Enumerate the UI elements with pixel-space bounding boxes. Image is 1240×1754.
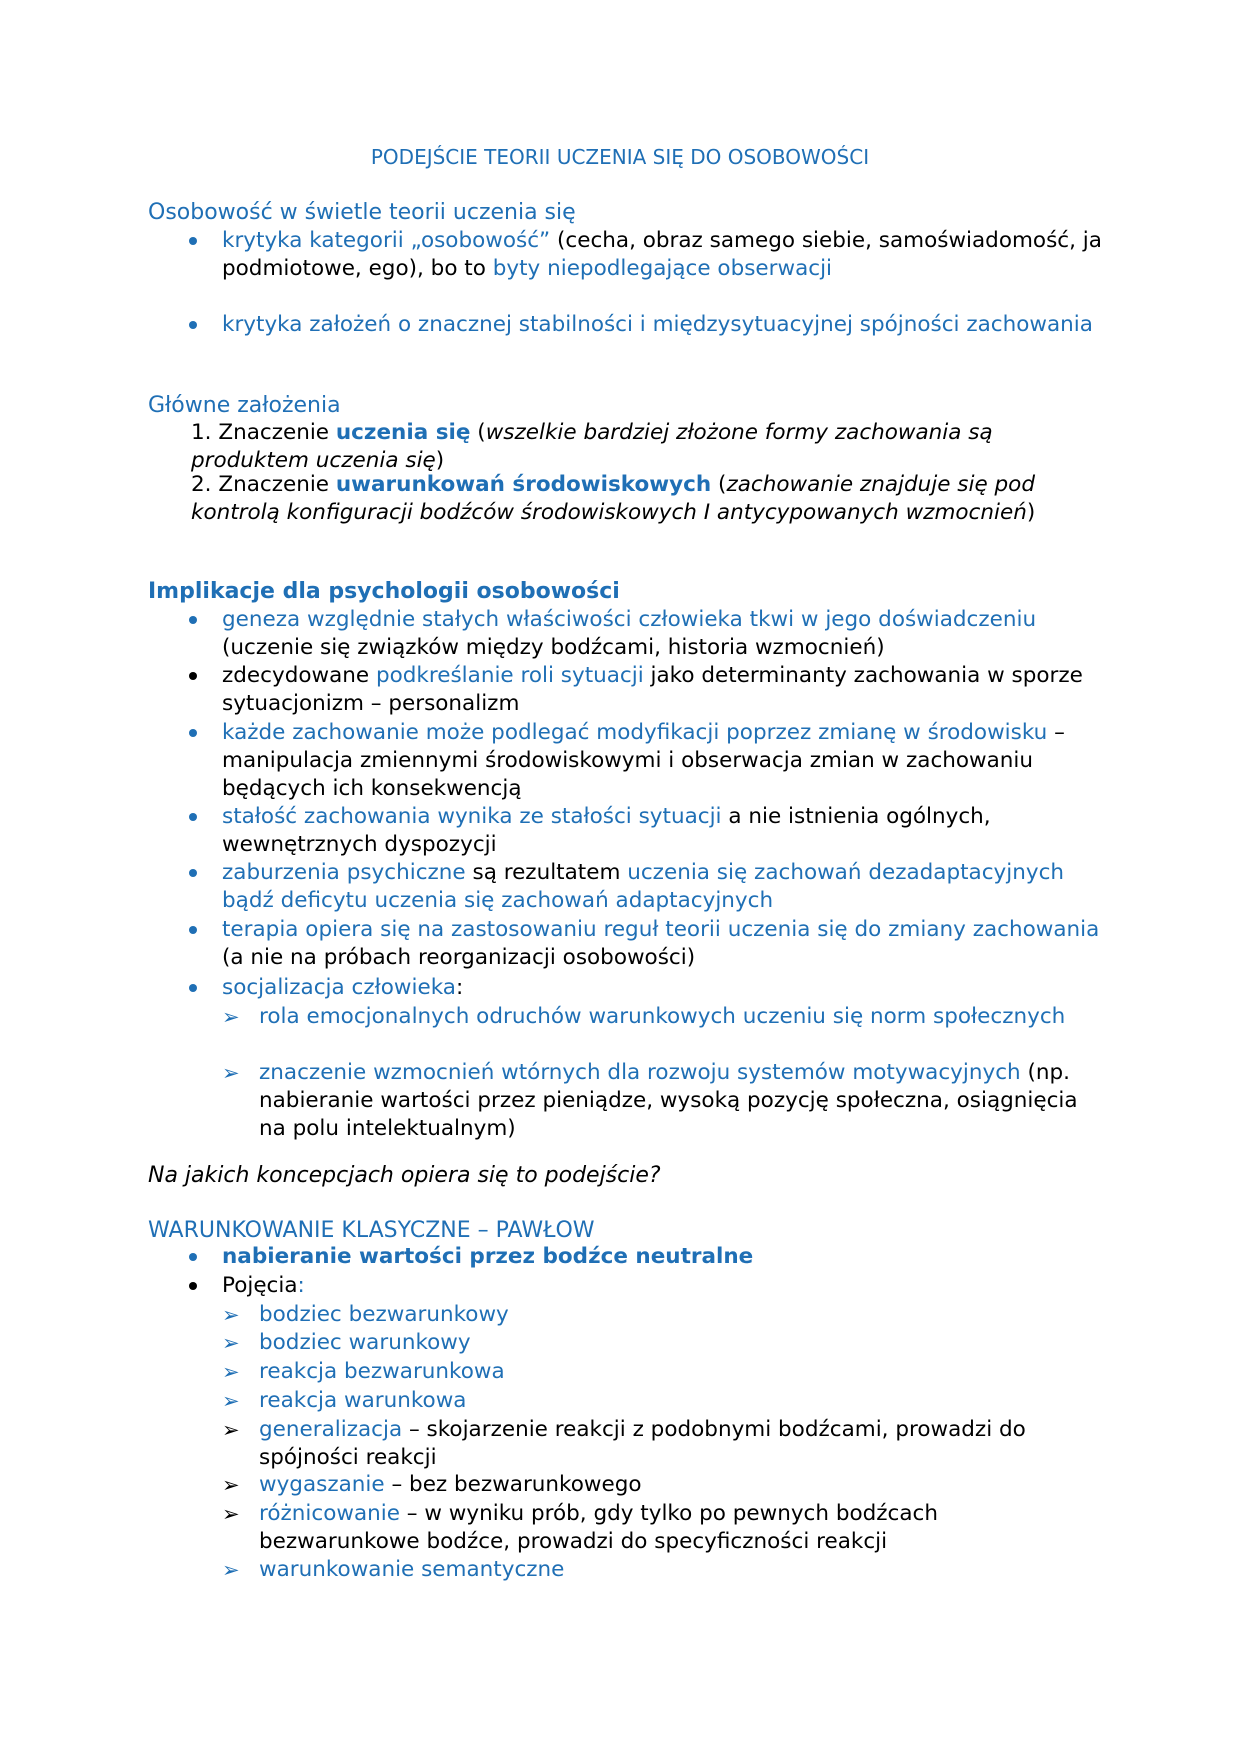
- bullet-stability: [222, 803, 1102, 859]
- concept-text: – w wyniku prób, gdy tylko po pewnych bodźcach bezwarunkowe bodźce, prowadzi do specyficzności reakcji: [259, 1501, 939, 1554]
- bullet-text-blue: terapia opiera się na zastosowaniu reguł teorii uczenia się do zmiany zachowania: [222, 917, 1100, 942]
- heading-classical-conditioning: WARUNKOWANIE KLASYCZNE – PAWŁOW: [148, 1218, 595, 1243]
- bullet-text-blue: podkreślanie roli sytuacji: [375, 663, 644, 688]
- bullet-genesis: [222, 606, 1102, 662]
- bullet-text: Pojęcia: [222, 1273, 298, 1298]
- arrow-bullet-icon: ➢: [222, 1360, 240, 1384]
- bullet-text: zdecydowane: [222, 663, 376, 688]
- numbered-text: 1. Znaczenie: [191, 420, 336, 445]
- numbered-bold: uwarunkowań środowiskowych: [335, 472, 712, 497]
- concept-unconditioned-stimulus: [222, 1301, 1099, 1329]
- bullet-text-bold: nabieranie wartości przez bodźce neutralne: [222, 1244, 754, 1269]
- concept-generalization: [222, 1416, 1099, 1472]
- concept-text: bodziec bezwarunkowy: [259, 1302, 509, 1327]
- bullet-critique-stability: [222, 311, 1102, 339]
- concept-text: reakcja bezwarunkowa: [259, 1359, 505, 1384]
- numbered-text: (: [470, 420, 486, 445]
- concept-text: warunkowanie semantyczne: [259, 1557, 565, 1582]
- arrow-bullet-icon: ➢: [222, 1061, 240, 1085]
- bullet-disorders: [222, 859, 1102, 915]
- heading-personality-learning: Osobowość w świetle teorii uczenia się: [148, 200, 576, 225]
- numbered-italic: wszelkie bardziej złożone formy zachowania są produktem uczenia się: [191, 420, 993, 473]
- bullet-text-blue: geneza względnie stałych właściwości człowieka tkwi w jego doświadczeniu: [222, 607, 1037, 632]
- concept-conditioned-response: [222, 1387, 1099, 1415]
- bullet-text: – manipulacja zmiennymi środowiskowymi i obserwacja zmian w zachowaniu będących ich konsekwencją: [222, 720, 1065, 801]
- bullet-text: (uczenie się związków między bodźcami, historia wzmocnień): [222, 635, 885, 660]
- arrow-bullet-icon: ➢: [222, 1418, 240, 1442]
- concept-conditioned-stimulus: [222, 1329, 1099, 1357]
- concept-text: – skojarzenie reakcji z podobnymi bodźcami, prowadzi do spójności reakcji: [259, 1417, 1026, 1470]
- heading-implications: Implikacje dla psychologii osobowości: [148, 579, 620, 604]
- arrow-bullet-icon: ➢: [222, 1389, 240, 1413]
- bullet-modification: [222, 719, 1102, 803]
- bullet-text: a nie istnienia ogólnych, wewnętrznych dyspozycji: [222, 804, 991, 857]
- sub-bullet-emotional-reflexes: [222, 1003, 1099, 1031]
- numbered-item-2: [191, 471, 1071, 527]
- bullet-text: są rezultatem: [465, 860, 628, 885]
- concept-text-blue: generalizacja: [259, 1417, 403, 1442]
- numbered-text: ): [1026, 500, 1036, 525]
- numbered-text: 2. Znaczenie: [191, 472, 336, 497]
- arrow-bullet-icon: ➢: [222, 1331, 240, 1355]
- bullet-text: (cecha, obraz samego siebie, samoświadomość, ja podmiotowe, ego), bo to: [222, 228, 1102, 281]
- bullet-text-blue: stałość zachowania wynika ze stałości sytuacji: [222, 804, 722, 829]
- sub-bullet-text-blue: znaczenie wzmocnień wtórnych dla rozwoju systemów motywacyjnych: [259, 1060, 1021, 1085]
- bullet-text-blue: uczenia się zachowań dezadaptacyjnych bądź deficytu uczenia się zachowań adaptacyjnych: [222, 860, 1065, 913]
- concept-text: reakcja warunkowa: [259, 1388, 467, 1413]
- numbered-text: (: [711, 472, 727, 497]
- arrow-bullet-icon: ➢: [222, 1005, 240, 1029]
- concept-unconditioned-response: [222, 1358, 1099, 1386]
- concept-discrimination: [222, 1500, 1099, 1556]
- concept-extinction: [222, 1471, 1099, 1499]
- bullet-therapy: [222, 916, 1102, 972]
- bullet-text-blue: byty niepodlegające obserwacji: [492, 256, 833, 281]
- bullet-text-blue: krytyka kategorii „osobowość”: [222, 228, 551, 253]
- bullet-situation-role: [222, 662, 1102, 718]
- numbered-bold: uczenia się: [335, 420, 471, 445]
- document-title: PODEJŚCIE TEORII UCZENIA SIĘ DO OSOBOWOŚCI: [370, 145, 870, 169]
- bullet-critique-personality: [222, 227, 1102, 283]
- arrow-bullet-icon: ➢: [222, 1303, 240, 1327]
- bullet-text-blue: zaburzenia psychiczne: [222, 860, 466, 885]
- bullet-text: jako determinanty zachowania w sporze sytuacjonizm – personalizm: [222, 663, 1083, 716]
- sub-bullet-text: rola emocjonalnych odruchów warunkowych uczeniu się norm społecznych: [259, 1004, 1066, 1029]
- heading-main-assumptions: Główne założenia: [148, 393, 341, 418]
- sub-bullet-text: (np. nabieranie wartości przez pieniądze, wysoką pozycję społeczna, osiągnięcia na polu intelektualnym): [259, 1060, 1078, 1141]
- question-line: Na jakich koncepcjach opiera się to podejście?: [148, 1163, 661, 1188]
- numbered-text: ): [435, 448, 445, 473]
- numbered-italic: zachowanie znajduje się pod kontrolą konfiguracji bodźców środowiskowych I antycypowanych wzmocnień: [191, 472, 1035, 525]
- concept-text: – bez bezwarunkowego: [384, 1472, 642, 1497]
- bullet-text-blue: :: [297, 1273, 305, 1298]
- concept-text-blue: wygaszanie: [259, 1472, 385, 1497]
- arrow-bullet-icon: ➢: [222, 1502, 240, 1526]
- bullet-text: (a nie na próbach reorganizacji osobowości): [222, 945, 696, 970]
- bullet-text-blue: socjalizacja człowieka: [222, 975, 456, 1000]
- bullet-text: :: [455, 975, 464, 1000]
- concept-text-blue: różnicowanie: [259, 1501, 400, 1526]
- concept-text: bodziec warunkowy: [259, 1330, 471, 1355]
- bullet-text-blue: każde zachowanie może podlegać modyfikacji poprzez zmianę w środowisku: [222, 720, 1048, 745]
- bullet-socialization: [222, 974, 1102, 1002]
- bullet-text-blue: krytyka założeń o znacznej stabilności i międzysytuacyjnej spójności zachowania: [222, 312, 1093, 337]
- arrow-bullet-icon: ➢: [222, 1558, 240, 1582]
- numbered-item-1: [191, 419, 1071, 475]
- arrow-bullet-icon: ➢: [222, 1473, 240, 1497]
- bullet-concepts: [222, 1272, 1102, 1300]
- bullet-neutral-stimuli: [222, 1243, 1102, 1271]
- sub-bullet-secondary-reinforcement: [222, 1059, 1099, 1143]
- concept-semantic-conditioning: [222, 1556, 1099, 1584]
